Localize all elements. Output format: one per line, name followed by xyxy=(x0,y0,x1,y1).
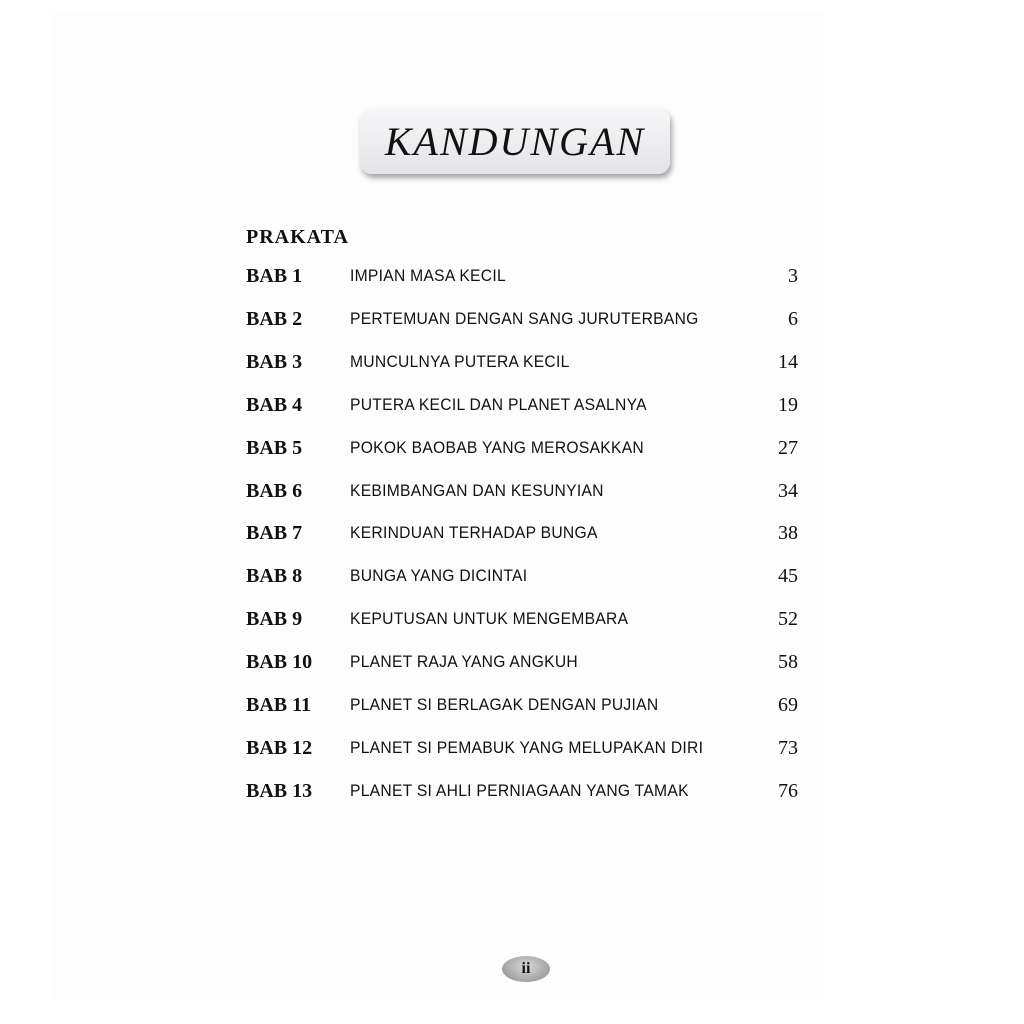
chapter-title: PUTERA KECIL DAN PLANET ASALNYA xyxy=(350,394,647,414)
chapter-page: 52 xyxy=(778,608,798,631)
chapter-title: BUNGA YANG DICINTAI xyxy=(350,566,528,586)
chapter-page: 6 xyxy=(788,307,798,330)
chapter-number: BAB 2 xyxy=(246,307,303,330)
chapter-page: 58 xyxy=(778,651,798,674)
title-banner xyxy=(360,108,670,174)
chapter-title: KEBIMBANGAN DAN KESUNYIAN xyxy=(350,480,604,500)
toc-entry xyxy=(246,651,798,681)
chapter-title: POKOK BAOBAB YANG MEROSAKKAN xyxy=(350,437,644,457)
toc-entry xyxy=(246,694,798,724)
toc-prakata: PRAKATA xyxy=(246,226,349,248)
chapter-title: KEPUTUSAN UNTUK MENGEMBARA xyxy=(350,609,629,629)
chapter-page: 27 xyxy=(778,436,798,459)
chapter-page: 45 xyxy=(778,565,798,588)
toc-entry xyxy=(246,522,798,552)
chapter-number: BAB 7 xyxy=(246,522,303,545)
chapter-number: BAB 9 xyxy=(246,608,303,631)
chapter-page: 3 xyxy=(788,265,798,287)
chapter-number: BAB 1 xyxy=(246,265,303,287)
chapter-page: 69 xyxy=(778,694,798,716)
chapter-page: 76 xyxy=(778,779,798,802)
chapter-number: BAB 11 xyxy=(246,694,312,716)
chapter-page: 14 xyxy=(778,350,798,373)
chapter-page: 34 xyxy=(778,479,798,502)
chapter-number: BAB 5 xyxy=(246,436,303,459)
toc-entry xyxy=(246,265,798,295)
chapter-number: BAB 13 xyxy=(246,779,313,802)
chapter-number: BAB 12 xyxy=(246,736,313,759)
toc-entry xyxy=(246,480,798,510)
toc-entry xyxy=(246,394,798,424)
page-title: KANDUNGAN xyxy=(384,118,646,164)
chapter-page: 38 xyxy=(778,522,798,545)
chapter-number: BAB 6 xyxy=(246,479,303,502)
chapter-number: BAB 10 xyxy=(246,651,313,674)
chapter-title: PLANET SI BERLAGAK DENGAN PUJIAN xyxy=(350,695,659,714)
chapter-title: MUNCULNYA PUTERA KECIL xyxy=(350,351,570,371)
chapter-page: 73 xyxy=(778,736,798,759)
toc-entry xyxy=(246,308,798,338)
chapter-title: PLANET RAJA YANG ANGKUH xyxy=(350,652,579,672)
toc-entry xyxy=(246,565,798,595)
chapter-title: PLANET SI AHLI PERNIAGAAN YANG TAMAK xyxy=(350,780,689,800)
toc-entry xyxy=(246,608,798,638)
chapter-number: BAB 8 xyxy=(246,565,303,588)
chapter-title: PERTEMUAN DENGAN SANG JURUTERBANG xyxy=(350,308,699,328)
toc-entry xyxy=(246,437,798,467)
toc-entry xyxy=(246,351,798,381)
chapter-number: BAB 3 xyxy=(246,350,303,373)
page-number: ii xyxy=(502,956,550,982)
chapter-title: IMPIAN MASA KECIL xyxy=(350,266,506,285)
chapter-number: BAB 4 xyxy=(246,393,303,416)
chapter-page: 19 xyxy=(778,393,798,416)
toc-entry xyxy=(246,737,798,767)
chapter-title: PLANET SI PEMABUK YANG MELUPAKAN DIRI xyxy=(350,737,704,757)
chapter-title: KERINDUAN TERHADAP BUNGA xyxy=(350,523,598,543)
toc-entry xyxy=(246,780,798,810)
